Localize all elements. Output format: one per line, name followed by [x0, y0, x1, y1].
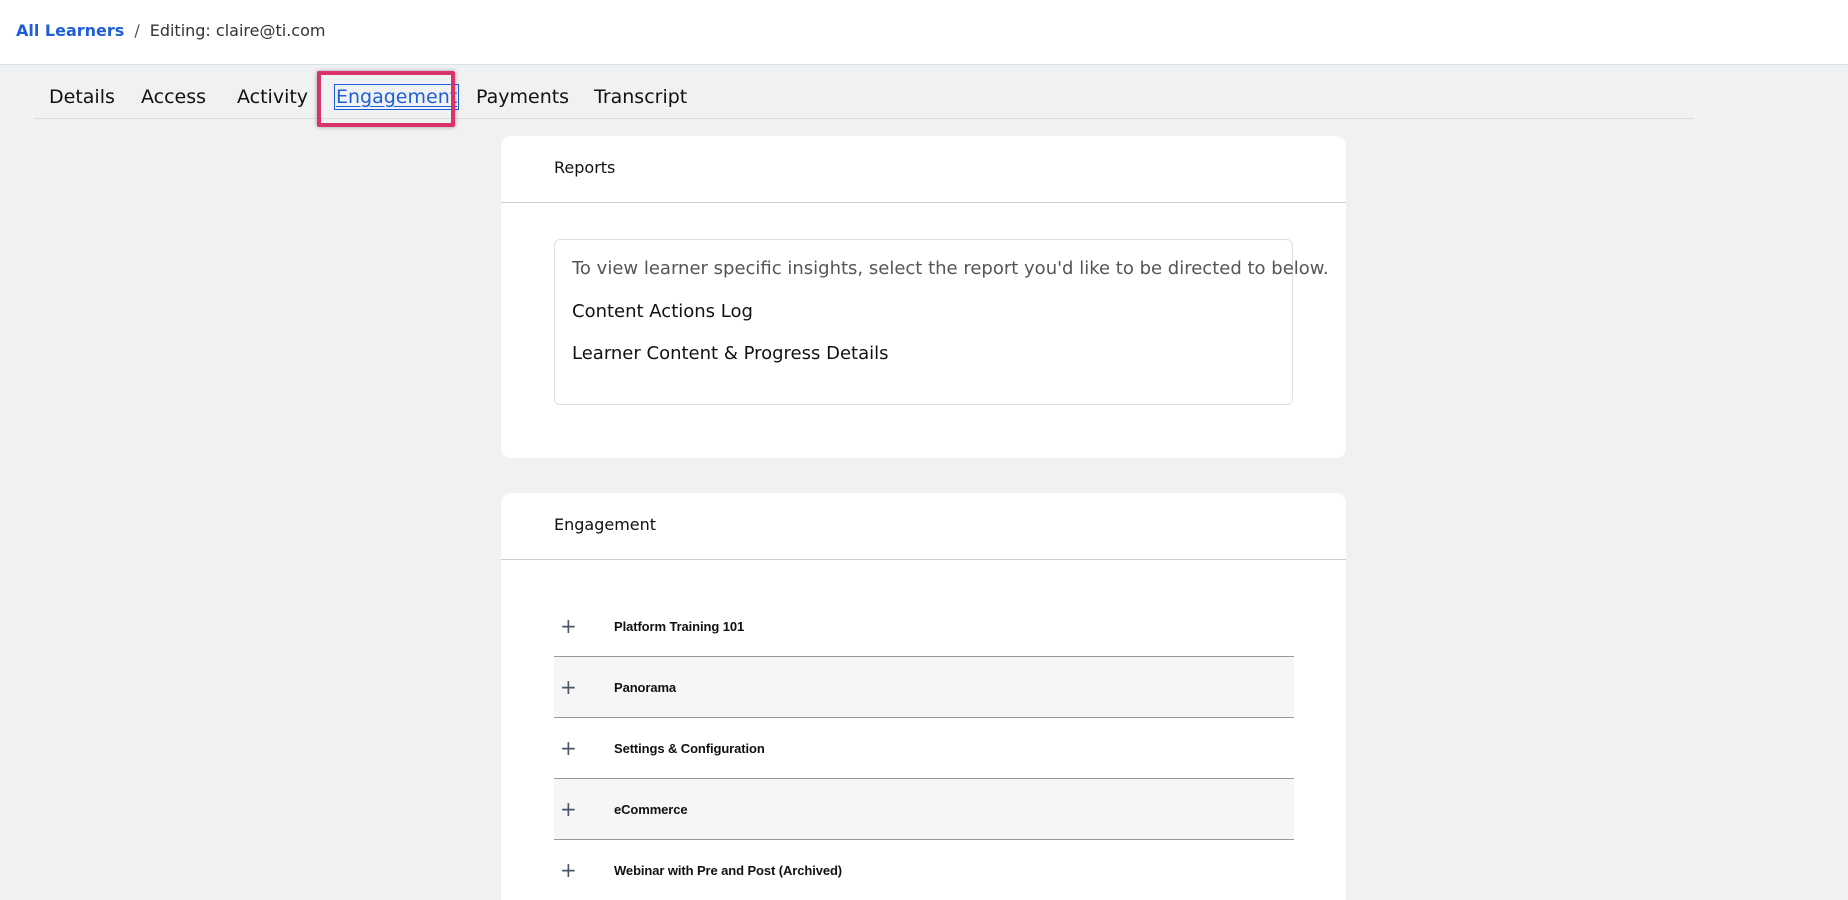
- list-item-title: Webinar with Pre and Post (Archived): [614, 862, 843, 878]
- plus-icon[interactable]: +: [560, 858, 577, 882]
- plus-icon[interactable]: +: [560, 614, 577, 638]
- plus-icon[interactable]: +: [560, 797, 577, 821]
- tab-payments[interactable]: Payments: [476, 86, 570, 108]
- breadcrumb-current: Editing: claire@ti.com: [149, 21, 326, 40]
- tab-access[interactable]: Access: [141, 86, 207, 108]
- list-item-title: eCommerce: [614, 801, 688, 817]
- list-item[interactable]: [554, 718, 1294, 779]
- list-item-title: Panorama: [614, 679, 677, 695]
- report-link-content-actions-log[interactable]: Content Actions Log: [572, 301, 753, 322]
- list-item[interactable]: [554, 840, 1294, 900]
- reports-card: [501, 136, 1346, 458]
- list-item[interactable]: [554, 779, 1294, 840]
- top-bar: [0, 0, 1848, 65]
- list-item[interactable]: [554, 596, 1294, 657]
- tab-transcript[interactable]: Transcript: [594, 86, 688, 108]
- plus-icon[interactable]: +: [560, 675, 577, 699]
- breadcrumb-separator: /: [134, 21, 140, 40]
- tab-bar: [34, 66, 1694, 119]
- plus-icon[interactable]: +: [560, 736, 577, 760]
- tab-engagement[interactable]: Engagement: [336, 86, 458, 108]
- list-item-title: Settings & Configuration: [614, 740, 765, 756]
- engagement-card: [501, 493, 1346, 900]
- tab-details[interactable]: Details: [49, 86, 115, 108]
- list-item-title: Platform Training 101: [614, 618, 745, 634]
- report-link-learner-content-progress[interactable]: Learner Content & Progress Details: [572, 343, 889, 364]
- reports-intro-text: To view learner specific insights, select the report you'd like to be directed to below.: [572, 258, 1329, 279]
- reports-box: [554, 239, 1329, 405]
- engagement-list: [554, 596, 1294, 900]
- tab-activity[interactable]: Activity: [237, 86, 309, 108]
- engagement-card-title: Engagement: [501, 493, 1346, 560]
- breadcrumb-all-learners-link[interactable]: All Learners: [16, 21, 125, 40]
- reports-card-title: Reports: [501, 136, 1346, 203]
- breadcrumb: [16, 21, 325, 40]
- list-item[interactable]: [554, 657, 1294, 718]
